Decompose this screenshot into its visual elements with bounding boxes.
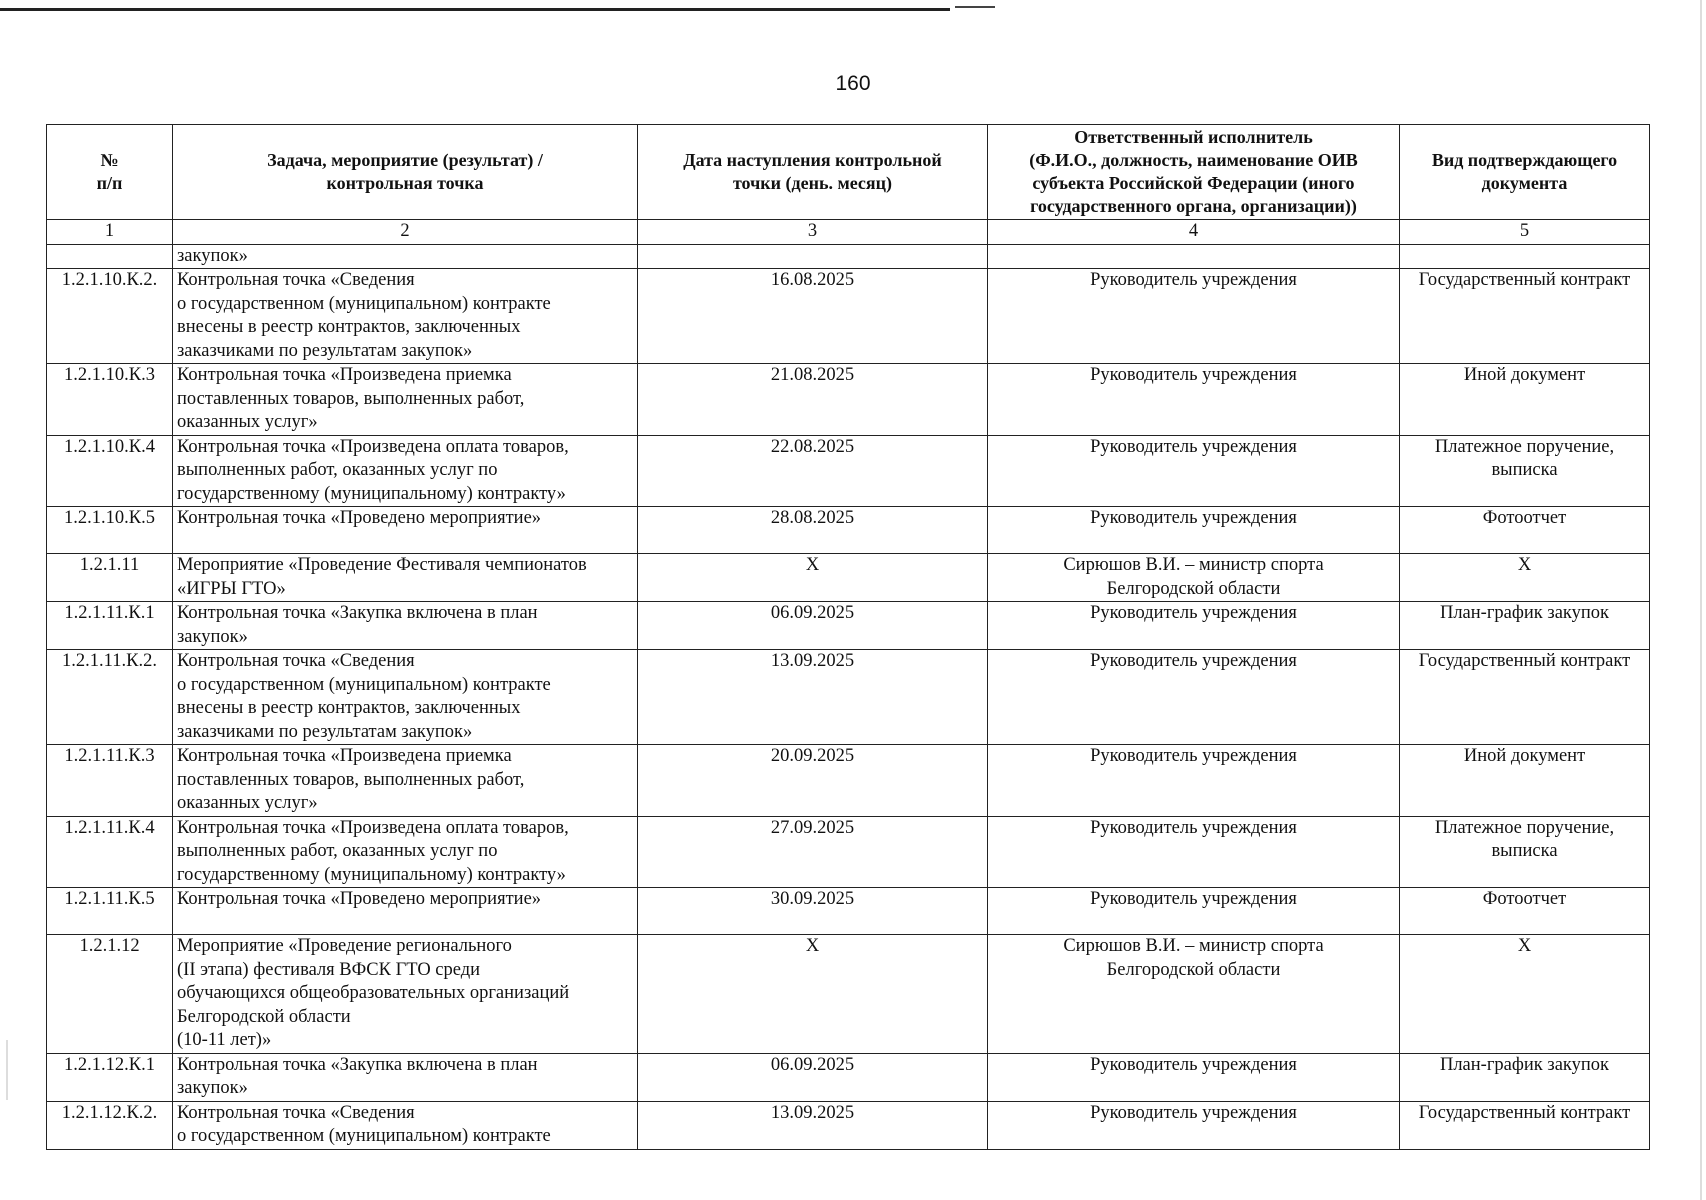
column-numbers-row xyxy=(47,220,1650,245)
row-task: Контрольная точка «Сведения о государственном (муниципальном) контракте внесены в реестр контрактов, заключенных заказчиками по результатам закупок» xyxy=(173,269,638,364)
row-responsible xyxy=(988,244,1400,269)
page-number: 160 xyxy=(835,72,871,95)
row-responsible: Руководитель учреждения xyxy=(988,507,1400,554)
row-date: X xyxy=(638,935,988,1054)
row-document-type: Иной документ xyxy=(1400,364,1650,436)
top-border-mark xyxy=(955,6,995,8)
table-row xyxy=(47,745,1650,817)
row-date: 20.09.2025 xyxy=(638,745,988,817)
row-task: Контрольная точка «Произведена оплата товаров, выполненных работ, оказанных услуг по государственному (муниципальному) контракту» xyxy=(173,816,638,888)
header-date: Дата наступления контрольной точки (день. месяц) xyxy=(638,125,988,220)
table-row xyxy=(47,816,1650,888)
row-document-type: Иной документ xyxy=(1400,745,1650,817)
column-number: 5 xyxy=(1400,220,1650,245)
row-task: Контрольная точка «Сведения о государственном (муниципальном) контракте внесены в реестр контрактов, заключенных заказчиками по результатам закупок» xyxy=(173,650,638,745)
row-number: 1.2.1.11.К.5 xyxy=(47,888,173,935)
header-task: Задача, мероприятие (результат) / контрольная точка xyxy=(173,125,638,220)
row-task: Контрольная точка «Проведено мероприятие» xyxy=(173,507,638,554)
column-number: 2 xyxy=(173,220,638,245)
table-row xyxy=(47,507,1650,554)
row-task: Мероприятие «Проведение Фестиваля чемпионатов «ИГРЫ ГТО» xyxy=(173,554,638,602)
row-date: 13.09.2025 xyxy=(638,650,988,745)
row-document-type: X xyxy=(1400,935,1650,1054)
column-number: 4 xyxy=(988,220,1400,245)
table-body xyxy=(47,244,1650,1149)
row-responsible: Руководитель учреждения xyxy=(988,1053,1400,1101)
row-document-type: План-график закупок xyxy=(1400,602,1650,650)
row-task: Контрольная точка «Закупка включена в план закупок» xyxy=(173,602,638,650)
row-responsible: Сирюшов В.И. – министр спорта Белгородской области xyxy=(988,554,1400,602)
row-number: 1.2.1.12 xyxy=(47,935,173,1054)
row-number: 1.2.1.10.К.5 xyxy=(47,507,173,554)
row-date xyxy=(638,244,988,269)
scan-edge-mark-left xyxy=(6,1040,8,1100)
row-task: Контрольная точка «Сведения о государственном (муниципальном) контракте xyxy=(173,1101,638,1149)
row-document-type: Государственный контракт xyxy=(1400,269,1650,364)
column-number: 3 xyxy=(638,220,988,245)
table-row xyxy=(47,364,1650,436)
header-responsible: Ответственный исполнитель (Ф.И.О., должность, наименование ОИВ субъекта Российской Федерации (иного государственного органа, организации)) xyxy=(988,125,1400,220)
row-number: 1.2.1.10.К.4 xyxy=(47,435,173,507)
row-number: 1.2.1.11.К.1 xyxy=(47,602,173,650)
row-task: Контрольная точка «Произведена приемка поставленных товаров, выполненных работ, оказанных услуг» xyxy=(173,364,638,436)
table-row xyxy=(47,888,1650,935)
row-document-type: X xyxy=(1400,554,1650,602)
table-row xyxy=(47,435,1650,507)
row-date: 27.09.2025 xyxy=(638,816,988,888)
column-number: 1 xyxy=(47,220,173,245)
row-responsible: Руководитель учреждения xyxy=(988,650,1400,745)
row-task: Контрольная точка «Закупка включена в план закупок» xyxy=(173,1053,638,1101)
row-document-type: Платежное поручение, выписка xyxy=(1400,816,1650,888)
top-border-line xyxy=(0,8,950,11)
row-date: 21.08.2025 xyxy=(638,364,988,436)
table-row xyxy=(47,1053,1650,1101)
header-row xyxy=(47,125,1650,220)
row-document-type: Государственный контракт xyxy=(1400,650,1650,745)
table-row xyxy=(47,244,1650,269)
row-document-type: План-график закупок xyxy=(1400,1053,1650,1101)
row-task: Контрольная точка «Произведена оплата товаров, выполненных работ, оказанных услуг по государственному (муниципальному) контракту» xyxy=(173,435,638,507)
row-responsible: Руководитель учреждения xyxy=(988,745,1400,817)
row-date: 16.08.2025 xyxy=(638,269,988,364)
table-row xyxy=(47,650,1650,745)
row-responsible: Руководитель учреждения xyxy=(988,602,1400,650)
row-responsible: Руководитель учреждения xyxy=(988,435,1400,507)
row-task: Мероприятие «Проведение регионального (II этапа) фестиваля ВФСК ГТО среди обучающихся общеобразовательных организаций Белгородской области (10-11 лет)» xyxy=(173,935,638,1054)
table-row xyxy=(47,269,1650,364)
scan-edge-mark xyxy=(1700,0,1702,1200)
row-responsible: Руководитель учреждения xyxy=(988,816,1400,888)
row-task: Контрольная точка «Проведено мероприятие» xyxy=(173,888,638,935)
row-number: 1.2.1.11 xyxy=(47,554,173,602)
row-date: 28.08.2025 xyxy=(638,507,988,554)
row-document-type: Фотоотчет xyxy=(1400,507,1650,554)
row-date: X xyxy=(638,554,988,602)
row-responsible: Руководитель учреждения xyxy=(988,1101,1400,1149)
header-number: № п/п xyxy=(47,125,173,220)
row-responsible: Руководитель учреждения xyxy=(988,269,1400,364)
row-number: 1.2.1.12.К.1 xyxy=(47,1053,173,1101)
row-task: Контрольная точка «Произведена приемка поставленных товаров, выполненных работ, оказанных услуг» xyxy=(173,745,638,817)
row-date: 13.09.2025 xyxy=(638,1101,988,1149)
row-date: 22.08.2025 xyxy=(638,435,988,507)
row-number: 1.2.1.11.К.2. xyxy=(47,650,173,745)
row-date: 06.09.2025 xyxy=(638,602,988,650)
row-responsible: Руководитель учреждения xyxy=(988,888,1400,935)
control-points-table xyxy=(46,124,1650,1150)
event-row xyxy=(47,554,1650,602)
row-document-type: Фотоотчет xyxy=(1400,888,1650,935)
row-document-type: Платежное поручение, выписка xyxy=(1400,435,1650,507)
event-row xyxy=(47,935,1650,1054)
row-document-type: Государственный контракт xyxy=(1400,1101,1650,1149)
row-number: 1.2.1.11.К.3 xyxy=(47,745,173,817)
row-responsible: Сирюшов В.И. – министр спорта Белгородской области xyxy=(988,935,1400,1054)
row-document-type xyxy=(1400,244,1650,269)
row-date: 30.09.2025 xyxy=(638,888,988,935)
row-number: 1.2.1.12.К.2. xyxy=(47,1101,173,1149)
table-row xyxy=(47,1101,1650,1149)
row-number: 1.2.1.10.К.2. xyxy=(47,269,173,364)
header-document-type: Вид подтверждающего документа xyxy=(1400,125,1650,220)
row-responsible: Руководитель учреждения xyxy=(988,364,1400,436)
table-row xyxy=(47,602,1650,650)
row-number: 1.2.1.11.К.4 xyxy=(47,816,173,888)
row-number: 1.2.1.10.К.3 xyxy=(47,364,173,436)
row-date: 06.09.2025 xyxy=(638,1053,988,1101)
row-task: закупок» xyxy=(173,244,638,269)
row-number xyxy=(47,244,173,269)
